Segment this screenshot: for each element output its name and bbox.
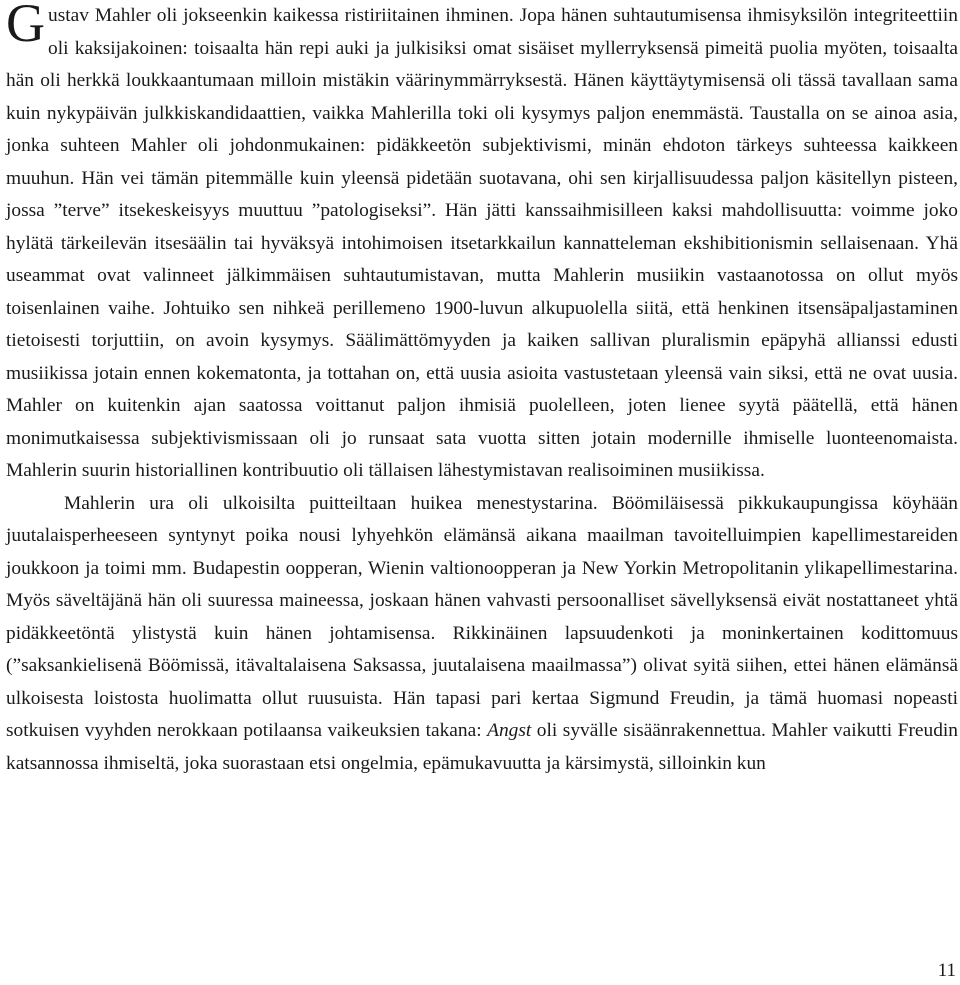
drop-cap: G <box>6 0 45 53</box>
paragraph-2-italic-word: Angst <box>487 720 532 741</box>
paragraph-2 <box>6 488 958 781</box>
paragraph-1-text: ustav Mahler oli jokseenkin kaikessa ristiriitainen ihminen. Jopa hänen suhtautumisensa ihmisyksilön integriteettiin oli kaksijakoinen: toisaalta hän repi auki ja julkisiksi omat sisäiset myllerryksensä pimeitä puolia myöten, toisaalta hän oli herkkä loukkaantumaan milloin mistäkin väärinymmärryksestä. Hänen käyttäytymisensä oli tässä tavallaan sama kuin nykypäivän julkkiskandidaattien, vaikka Mahlerilla toki oli kysymys paljon enemmästä. Taustalla on se ainoa asia, jonka suhteen Mahler oli johdonmukainen: pidäkkeetön subjektivismi, minän ehdoton tärkeys suhteessa kaikkeen muuhun. Hän vei tämän pitemmälle kuin yleensä pidetään suotavana, ohi sen kirjallisuudessa paljon käsitellyn pisteen, jossa ”terve” itsekeskeisyys muuttuu ”patologiseksi”. Hän jätti kanssaihmisilleen kaksi mahdollisuutta: voimme joko hylätä tärkeilevän itsesäälin tai hyväksyä intohimoisen itsetarkkailun kannatteleman ekshibitionismin sellaisenaan. Yhä useammat ovat valinneet jälkimmäisen suhtautumistavan, mutta Mahlerin musiikin vastaanotossa on ollut myös toisenlainen vaihe. Johtuiko sen nihkeä perillemeno 1900-luvun alkupuolella siitä, että henkinen itsensäpaljastaminen tietoisesti torjuttiin, on avoin kysymys. Säälimättömyyden ja kaiken sallivan pluralismin epäpyhä allianssi edusti musiikissa jotain ennen kokematonta, ja tottahan on, että uusia asioita vastustetaan yleensä vain siksi, että ne ovat uusia. Mahler on kuitenkin ajan saatossa voittanut paljon ihmisiä puolelleen, joten lienee syytä päätellä, että hänen monimutkaisessa subjektivismissaan oli jo runsaat sata vuotta sitten jotain modernille ihmiselle luonteenomaista. Mahlerin suurin historiallinen kontribuutio oli tällaisen lähestymistavan realisoiminen musiikissa. <box>6 5 958 481</box>
paragraph-1 <box>6 0 958 488</box>
paragraph-2-text-part-1: Mahlerin ura oli ulkoisilta puitteiltaan huikea menestystarina. Böömiläisessä pikkukaupungissa köyhään juutalaisperheeseen syntynyt poika nousi lyhyehkön elämänsä aikana maailman tavoitelluimpien kapellimestareiden joukkoon ja toimi mm. Budapestin oopperan, Wienin valtionoopperan ja New Yorkin Metropolitanin ylikapellimestarina. Myös säveltäjänä hän oli suuressa maineessa, joskaan hänen vahvasti persoonalliset sävellyksensä eivät nostattaneet yhtä pidäkkeetöntä ylistystä kuin hänen johtamisensa. Rikkinäinen lapsuudenkoti ja moninkertainen kodittomuus (”saksankielisenä Böömissä, itävaltalaisena Saksassa, juutalaisena maailmassa”) olivat syitä siihen, ettei hänen elämänsä ulkoisesta loistosta huolimatta ollut ruusuista. Hän tapasi pari kertaa Sigmund Freudin, ja tämä huomasi nopeasti sotkuisen vyyhden nerokkaan potilaansa vaikeuksien takana: <box>6 492 958 741</box>
paragraph-2-text-part-2: oli syvälle sisäänrakennettua. Mahler vaikutti Freudin katsannossa ihmiseltä, joka suorastaan etsi ongelmia, epämukavuutta ja kärsimystä, silloinkin kun <box>6 720 959 774</box>
document-page <box>6 0 958 780</box>
page-number: 11 <box>937 960 956 981</box>
